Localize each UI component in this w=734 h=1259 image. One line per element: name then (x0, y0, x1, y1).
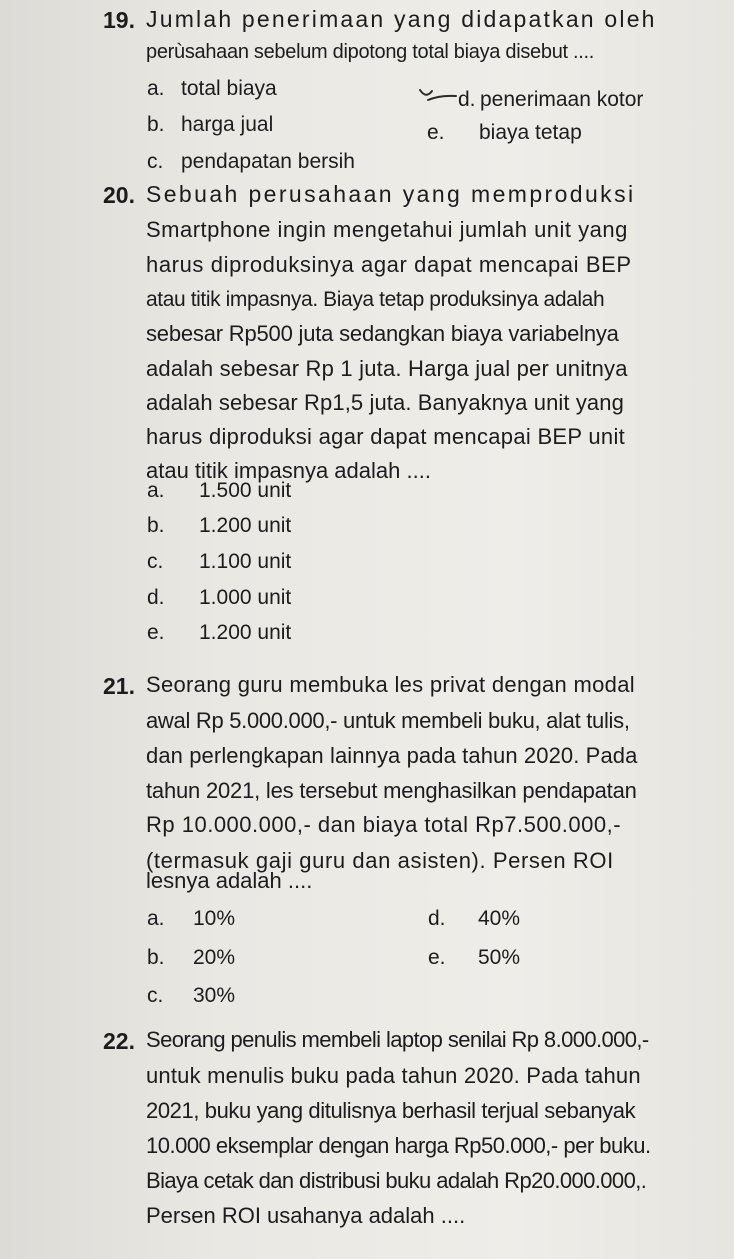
question-text-line: Seorang penulis membeli laptop senilai Rp 8.000.000,- (146, 1027, 649, 1052)
question-text-line: (termasuk gaji guru dan asisten). Persen ROI (146, 848, 614, 873)
question-text-line: atau titik impasnya adalah .... (146, 458, 431, 483)
option-a[interactable]: a. total biaya (147, 77, 277, 100)
option-e[interactable]: e. 50% (428, 946, 521, 969)
question-number: 21. (103, 673, 135, 699)
question-text-line: sebesar Rp500 juta sedangkan biaya variabelnya (146, 321, 619, 346)
option-e[interactable]: e. biaya tetap (427, 121, 582, 144)
question-text-line: untuk menulis buku pada tahun 2020. Pada tahun (146, 1063, 641, 1088)
option-b[interactable]: b. harga jual (147, 113, 274, 136)
option-c[interactable]: c. 30% (147, 984, 236, 1007)
question-text-line: 10.000 eksemplar dengan harga Rp50.000,- per buku. (146, 1133, 651, 1158)
question-text-line: tahun 2021, les tersebut menghasilkan pendapatan (146, 778, 637, 803)
question-text-line: Smartphone ingin mengetahui jumlah unit yang (146, 217, 628, 242)
question-text-line: Seorang guru membuka les privat dengan modal (146, 672, 635, 697)
handwritten-mark-icon (418, 87, 458, 105)
option-c[interactable]: c. pendapatan bersih (147, 150, 355, 173)
question-number: 20. (103, 182, 135, 208)
question-text-line: adalah sebesar Rp1,5 juta. Banyaknya unit yang (146, 390, 624, 415)
option-a[interactable]: a. 10% (147, 907, 236, 930)
question-text-line: Jumlah penerimaan yang didapatkan oleh (146, 6, 657, 32)
question-text-line: Rp 10.000.000,- dan biaya total Rp7.500.000,- (146, 812, 622, 837)
question-text-line: 2021, buku yang ditulisnya berhasil terjual sebanyak (146, 1098, 636, 1123)
question-text-line: Persen ROI usahanya adalah .... (146, 1203, 466, 1228)
question-text-line: atau titik impasnya. Biaya tetap produksinya adalah (146, 288, 605, 311)
question-text-line: harus diproduksinya agar dapat mencapai BEP (146, 252, 632, 277)
question-number: 19. (103, 7, 135, 33)
option-e[interactable]: e. 1.200 unit (147, 621, 292, 644)
question-text-line: harus diproduksi agar dapat mencapai BEP unit (146, 424, 626, 449)
option-b[interactable]: b. 20% (147, 946, 236, 969)
question-text-line: Sebuah perusahaan yang memproduksi (146, 181, 636, 207)
option-a[interactable]: a. 1.500 unit (147, 479, 292, 502)
option-c[interactable]: c. 1.100 unit (147, 550, 292, 573)
option-d[interactable]: d. penerimaan kotor (458, 88, 644, 111)
question-text-line: perùsahaan sebelum dipotong total biaya disebut .... (146, 41, 595, 63)
question-text-line: Biaya cetak dan distribusi buku adalah Rp20.000.000,. (146, 1168, 647, 1193)
question-text-line: awal Rp 5.000.000,- untuk membeli buku, alat tulis, (146, 708, 630, 733)
question-text-line: dan perlengkapan lainnya pada tahun 2020. Pada (146, 743, 638, 768)
question-text-line: adalah sebesar Rp 1 juta. Harga jual per unitnya (146, 356, 628, 381)
question-text-line: lesnya adalah .... (146, 868, 313, 893)
option-b[interactable]: b. 1.200 unit (147, 514, 292, 537)
option-d[interactable]: d. 1.000 unit (147, 586, 292, 609)
option-d[interactable]: d. 40% (428, 907, 521, 930)
question-number: 22. (103, 1028, 135, 1054)
